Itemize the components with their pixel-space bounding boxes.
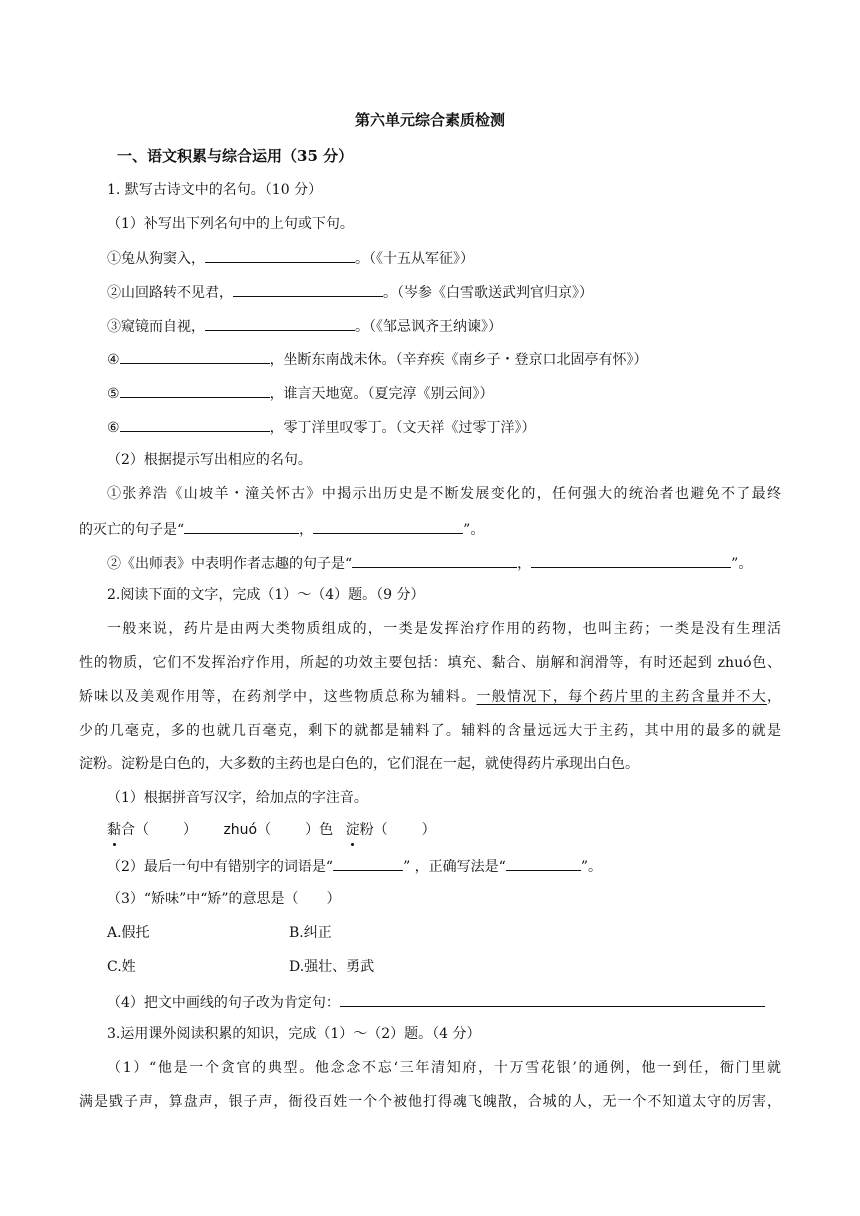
dotted-char: 淀 (345, 822, 360, 838)
q1-prompt1-line1: ①张养浩《山坡羊・潼关怀古》中揭示出历史是不断发展变化的，任何强大的统治者也避免不了最终 (107, 486, 781, 502)
option-c[interactable]: C.姓 (107, 959, 136, 975)
answer-blank[interactable] (120, 416, 270, 432)
answer-blank[interactable] (233, 281, 383, 297)
q2-stem: 2.阅读下面的文字，完成（1）～（4）题。（9 分） (107, 587, 425, 603)
prompt-text: ” ，正确写法是“ (403, 859, 506, 875)
answer-label: 合（ (121, 822, 149, 838)
q1-item-6 (107, 416, 536, 438)
answer-label: 粉（ (359, 822, 388, 838)
section-heading: 一、语文积累与综合运用（35 分） (117, 147, 354, 165)
q1-sub2: （2）根据提示写出相应的名句。 (107, 452, 312, 468)
q2-sub2 (107, 855, 602, 877)
q1-item-3 (107, 315, 502, 337)
option-b[interactable]: B.纠正 (289, 925, 332, 941)
option-d[interactable]: D.强壮、勇武 (289, 959, 375, 975)
q1-prompt1-line2 (79, 518, 484, 540)
answer-blank[interactable] (120, 382, 270, 398)
item-pre: ④ (107, 352, 120, 368)
item-pre: ③窥镜而自视， (107, 319, 205, 335)
para-text: 矫味以及美观作用等，在药剂学中，这些物质总称为辅料。 (79, 689, 477, 705)
q1-item-5 (107, 382, 494, 404)
answer-blank[interactable] (205, 315, 355, 331)
prompt-text: ②《出师表》中表明作者志趣的句子是“ (107, 556, 353, 572)
q2-sub3: （3）“矫味”中“矫”的意思是（ ） (107, 891, 341, 907)
answer-blank[interactable] (205, 247, 355, 263)
q1-prompt2 (107, 552, 752, 574)
q1-stem: 1. 默写古诗文中的名句。（10 分） (107, 182, 323, 198)
q3-stem: 3.运用课外阅读积累的知识，完成（1）～（2）题。（4 分） (107, 1026, 481, 1042)
page-title: 第六单元综合素质检测 (354, 111, 505, 129)
answer-blank[interactable] (352, 552, 517, 568)
q2-para-line2: 性的物质，它们不发挥治疗作用，所起的功效主要包括：填充、黏合、崩解和润滑等，有时还起到 zhuó色、 (79, 655, 781, 671)
q3-line2: 满是戥子声，算盘声，银子声，衙役百姓一个个被他打得魂飞魄散，合城的人，无一个不知道太守的厉害， (79, 1094, 781, 1110)
answer-blank[interactable] (506, 855, 581, 871)
answer-blank[interactable] (313, 518, 463, 534)
item-post: 。（《十五从军征》） (355, 251, 474, 267)
item-pre: ②山回路转不见君， (107, 285, 233, 301)
q2-para-line1: 一般来说，药片是由两大类物质组成的，一类是发挥治疗作用的药物，也叫主药；一类是没有生理活 (107, 621, 781, 637)
item-post: 。（岑参《白雪歌送武判官归京》） (383, 285, 593, 301)
dotted-char: 黏 (107, 822, 121, 838)
answer-blank[interactable] (184, 518, 299, 534)
answer-blank[interactable] (333, 855, 403, 871)
answer-label: ）色 (305, 822, 334, 838)
q2-para-line3 (79, 687, 781, 707)
answer-blank[interactable] (531, 552, 731, 568)
q1-item-2 (107, 281, 593, 303)
prompt-text: ， (517, 556, 532, 572)
q2-para-line4: 少的几毫克，多的也就几百毫克，剩下的就都是辅料了。辅料的含量远远大于主药，其中用的最多的就是 (79, 723, 781, 739)
prompt-text: ”。 (731, 556, 753, 572)
para-text: ， (767, 689, 782, 705)
item-post: ，零丁洋里叹零丁。（文天祥《过零丁洋》） (269, 420, 536, 436)
q2-sub1-answers (107, 820, 436, 840)
answer-label: ） (183, 822, 197, 838)
pinyin-label: zhuó（ (223, 822, 272, 838)
prompt-text: （2）最后一句中有错别字的词语是“ (107, 859, 334, 875)
option-a[interactable]: A.假托 (107, 925, 150, 941)
underlined-sentence: 一般情况下，每个药片里的主药含量并不大 (476, 689, 768, 705)
q1-item-1 (107, 247, 474, 269)
prompt-text: （4）把文中画线的句子改为肯定句： (107, 995, 340, 1011)
item-pre: ①兔从狗窦入， (107, 251, 205, 267)
item-post: 。（《邹忌讽齐王纳谏》） (355, 319, 502, 335)
prompt-text: ”。 (580, 859, 603, 875)
q2-para-line5: 淀粉。淀粉是白色的，大多数的主药也是白色的，它们混在一起，就使得药片承现出白色。 (79, 756, 639, 772)
item-post: ，谁言天地宽。（夏完淳《别云间》） (269, 386, 494, 402)
q1-item-4 (107, 348, 648, 370)
prompt-text: 的灭亡的句子是“ (79, 522, 185, 538)
item-pre: ⑥ (107, 420, 120, 436)
q2-sub4 (107, 991, 765, 1013)
item-post: ，坐断东南战未休。（辛弃疾《南乡子・登京口北固亭有怀》） (269, 352, 648, 368)
q3-line1: （1）“他是一个贪官的典型。他念念不忘‘三年清知府，十万雪花银’的通例，他一到任，衙门里就 (107, 1060, 781, 1076)
prompt-text: ， (299, 522, 314, 538)
q1-sub1: （1）补写出下列名句中的上句或下句。 (107, 216, 354, 232)
answer-label: ） (421, 822, 436, 838)
q2-sub1: （1）根据拼音写汉字，给加点的字注音。 (107, 790, 368, 806)
answer-blank[interactable] (120, 348, 270, 364)
prompt-text: ”。 (463, 522, 485, 538)
item-pre: ⑤ (107, 386, 120, 402)
answer-blank[interactable] (340, 991, 765, 1007)
